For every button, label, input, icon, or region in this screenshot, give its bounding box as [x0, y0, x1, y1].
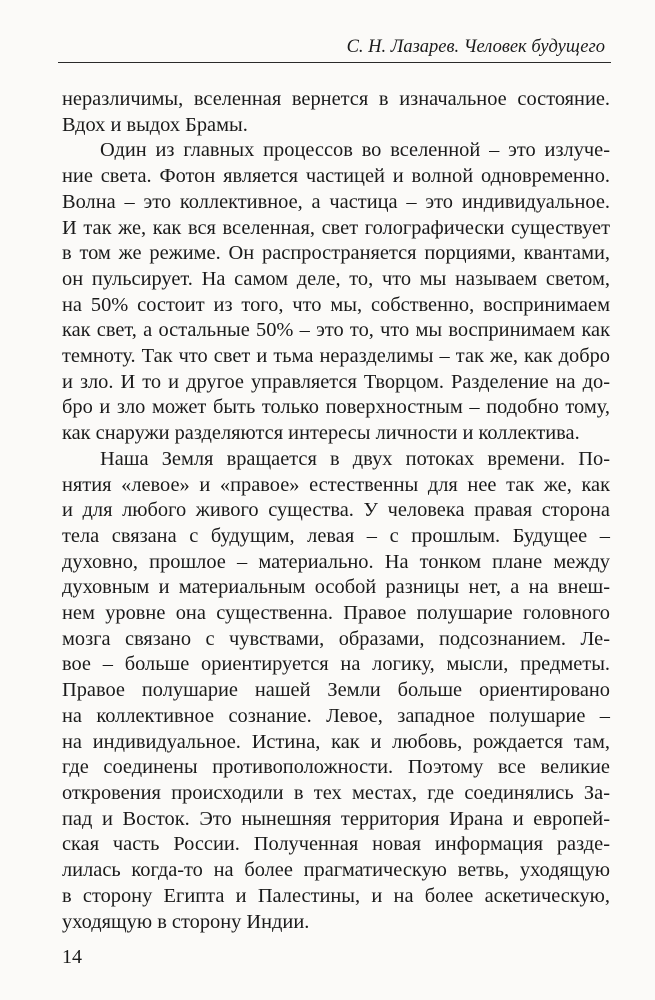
text-line: Один из главных процессов во вселенной – это излуче- — [100, 139, 610, 162]
text-line: на индивидуальное. Истина, как и любовь, рождается там, — [62, 730, 610, 753]
page-body — [62, 87, 610, 935]
text-line: Правое полушарие нашей Земли больше ориентировано — [62, 679, 610, 702]
text-line: нятия «левое» и «правое» естественны для нее так же, как — [62, 473, 610, 496]
text-line: и для любого живого существа. У человека правая сторона — [62, 499, 610, 522]
text-line: на коллективное сознание. Левое, западное полушарие – — [62, 704, 610, 727]
text-line: духовным и материальным особой разницы нет, а на внеш- — [62, 576, 610, 599]
text-line: духовно, прошлое – материально. На тонком плане между — [62, 550, 610, 573]
text-line: на 50% состоит из того, что мы, собственно, воспринимаем — [62, 293, 610, 316]
text-line: пад и Восток. Это нынешняя территория Ирана и европей- — [62, 807, 610, 830]
text-line: лилась когда-то на более прагматическую ветвь, уходящую — [62, 859, 610, 882]
text-line: Вдох и выдох Брамы. — [62, 113, 248, 136]
text-line: в том же режиме. Он распространяется порциями, квантами, — [62, 242, 610, 265]
text-line: бро и зло может быть только поверхностным – подобно тому, — [62, 396, 610, 419]
text-line: в сторону Египта и Палестины, и на более аскетическую, — [62, 884, 610, 907]
text-line: ние света. Фотон является частицей и волной одновременно. — [62, 165, 610, 188]
text-line: вое – больше ориентируется на логику, мысли, предметы. — [62, 653, 610, 676]
running-title: С. Н. Лазарев. Человек будущего — [346, 37, 605, 57]
page-number: 14 — [62, 946, 82, 968]
running-header — [58, 36, 611, 58]
header-divider — [58, 62, 611, 63]
text-line: ская часть России. Полученная новая информация разде- — [62, 833, 610, 856]
text-line: откровения происходили в тех местах, где соединялись За- — [62, 781, 610, 804]
text-line: уходящую в сторону Индии. — [62, 910, 310, 933]
text-line: как снаружи разделяются интересы личности и коллектива. — [62, 422, 580, 445]
text-line: как свет, а остальные 50% – это то, что мы воспринимаем как — [62, 319, 610, 342]
text-line: он пульсирует. На самом деле, то, что мы называем светом, — [62, 267, 610, 290]
text-line: тела связана с будущим, левая – с прошлым. Будущее – — [62, 524, 610, 547]
text-line: Наша Земля вращается в двух потоках времени. По- — [100, 447, 610, 470]
text-line: мозга связано с чувствами, образами, подсознанием. Ле- — [62, 627, 610, 650]
text-line: нем уровне она существенна. Правое полушарие головного — [62, 602, 610, 625]
text-line: и зло. И то и другое управляется Творцом. Разделение на до- — [62, 370, 610, 393]
text-line: где соединены противоположности. Поэтому все великие — [62, 756, 610, 779]
text-line: неразличимы, вселенная вернется в изначальное состояние. — [62, 88, 610, 110]
text-line: темноту. Так что свет и тьма неразделимы – так же, как добро — [62, 345, 610, 368]
text-line: И так же, как вся вселенная, свет голографически существует — [62, 216, 610, 239]
text-line: Волна – это коллективное, а частица – это индивидуальное. — [62, 190, 610, 213]
